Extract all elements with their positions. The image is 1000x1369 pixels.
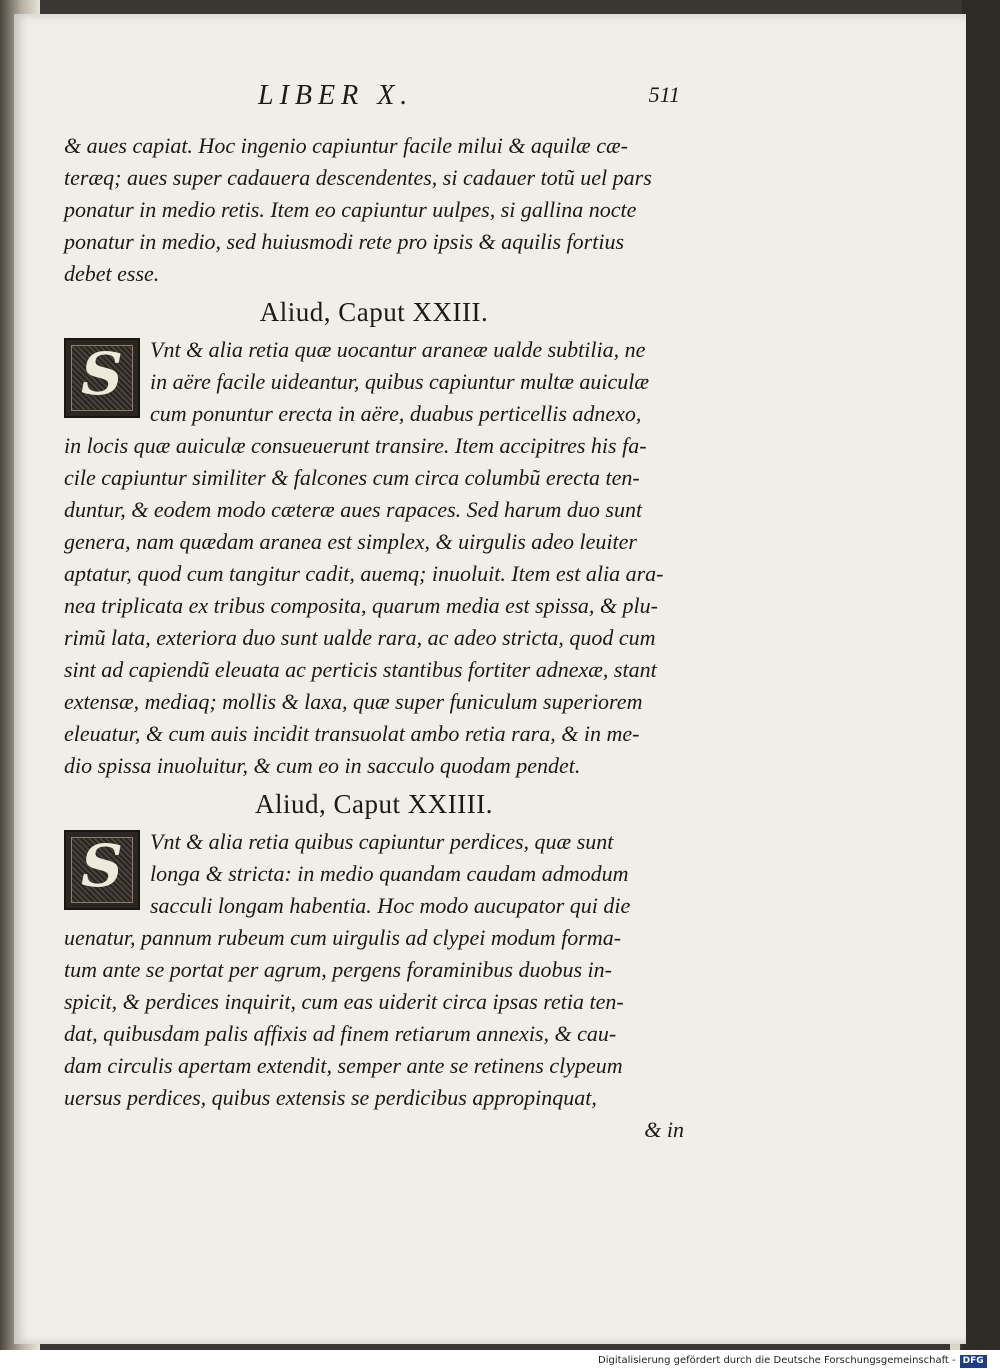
- page-number: 511: [648, 82, 680, 107]
- dfg-logo: DFG: [960, 1355, 987, 1368]
- decorated-initial: [64, 338, 140, 418]
- catchword: & in: [644, 1117, 684, 1142]
- page-header: [240, 78, 680, 118]
- text-line: ponatur in medio retis. Item eo capiuntur uulpes, si gallina nocte: [64, 197, 637, 222]
- text-line: ponatur in medio, sed huiusmodi rete pro ipsis & aquilis fortius: [64, 229, 625, 254]
- text-line: longa & stricta: in medio quandam caudam admodum: [150, 861, 629, 886]
- text-line: Vnt & alia retia quibus capiuntur perdices, quæ sunt: [150, 829, 614, 854]
- text-line: spicit, & perdices inquirit, cum eas uiderit circa ipsas retia ten-: [64, 989, 624, 1014]
- text-line: aptatur, quod cum tangitur cadit, auemq; inuoluit. Item est alia ara-: [64, 561, 664, 586]
- text-line: sint ad capiendũ eleuata ac perticis stantibus fortiter adnexæ, stant: [64, 657, 657, 682]
- running-head: LIBER X.: [258, 80, 414, 111]
- text-line: dat, quibusdam palis affixis ad finem retiarum annexis, & cau-: [64, 1021, 617, 1046]
- opening-paragraph: [64, 130, 684, 290]
- text-line: genera, nam quædam aranea est simplex, & uirgulis adeo leuiter: [64, 529, 637, 554]
- chapter-heading-23: Aliud, Caput XXIII.: [259, 297, 489, 327]
- text-line: & aues capiat. Hoc ingenio capiuntur facile milui & aquilæ cæ-: [64, 133, 628, 158]
- initial-letter: S: [81, 340, 123, 408]
- text-line: in aëre facile uideantur, quibus capiuntur multæ auiculæ: [150, 369, 650, 394]
- body-text: [64, 130, 684, 1146]
- text-line: eleuatur, & cum auis incidit transuolat ambo retia rara, & in me-: [64, 721, 640, 746]
- initial-letter: S: [81, 832, 123, 900]
- funding-credit: Digitalisierung gefördert durch die Deutsche Forschungsgemeinschaft -: [598, 1355, 956, 1366]
- chapter-23-paragraph: [64, 334, 684, 782]
- text-line: nea triplicata ex tribus composita, quarum media est spissa, & plu-: [64, 593, 658, 618]
- chapter-24-paragraph: [64, 826, 684, 1146]
- text-line: tum ante se portat per agrum, pergens foraminibus duobus in-: [64, 957, 612, 982]
- text-line: in locis quæ auiculæ consueuerunt transire. Item accipitres his fa-: [64, 433, 647, 458]
- text-line: teræq; aues super cadauera descendentes, si cadauer totũ uel pars: [64, 165, 652, 190]
- text-line: uersus perdices, quibus extensis se perdicibus appropinquat,: [64, 1085, 597, 1110]
- chapter-heading-24: Aliud, Caput XXIIII.: [255, 789, 493, 819]
- text-line: uenatur, pannum rubeum cum uirgulis ad clypei modum forma-: [64, 925, 622, 950]
- text-line: cile capiuntur similiter & falcones cum circa columbũ erecta ten-: [64, 465, 640, 490]
- decorated-initial: [64, 830, 140, 910]
- text-line: dam circulis apertam extendit, semper ante se retinens clypeum: [64, 1053, 623, 1078]
- text-line: rimũ lata, exteriora duo sunt ualde rara, ac adeo stricta, quod cum: [64, 625, 656, 650]
- text-line: cum ponuntur erecta in aëre, duabus perticellis adnexo,: [150, 401, 642, 426]
- text-line: Vnt & alia retia quæ uocantur araneæ ualde subtilia, ne: [150, 337, 646, 362]
- text-line: extensæ, mediaq; mollis & laxa, quæ super funiculum superiorem: [64, 689, 643, 714]
- text-line: sacculi longam habentia. Hoc modo aucupator qui die: [150, 893, 631, 918]
- funding-footer: [598, 1352, 998, 1369]
- text-line: dio spissa inuoluitur, & cum eo in sacculo quodam pendet.: [64, 753, 581, 778]
- scan-border-right: [962, 0, 1000, 1350]
- text-line: duntur, & eodem modo cæteræ aues rapaces. Sed harum duo sunt: [64, 497, 643, 522]
- text-line: debet esse.: [64, 261, 160, 286]
